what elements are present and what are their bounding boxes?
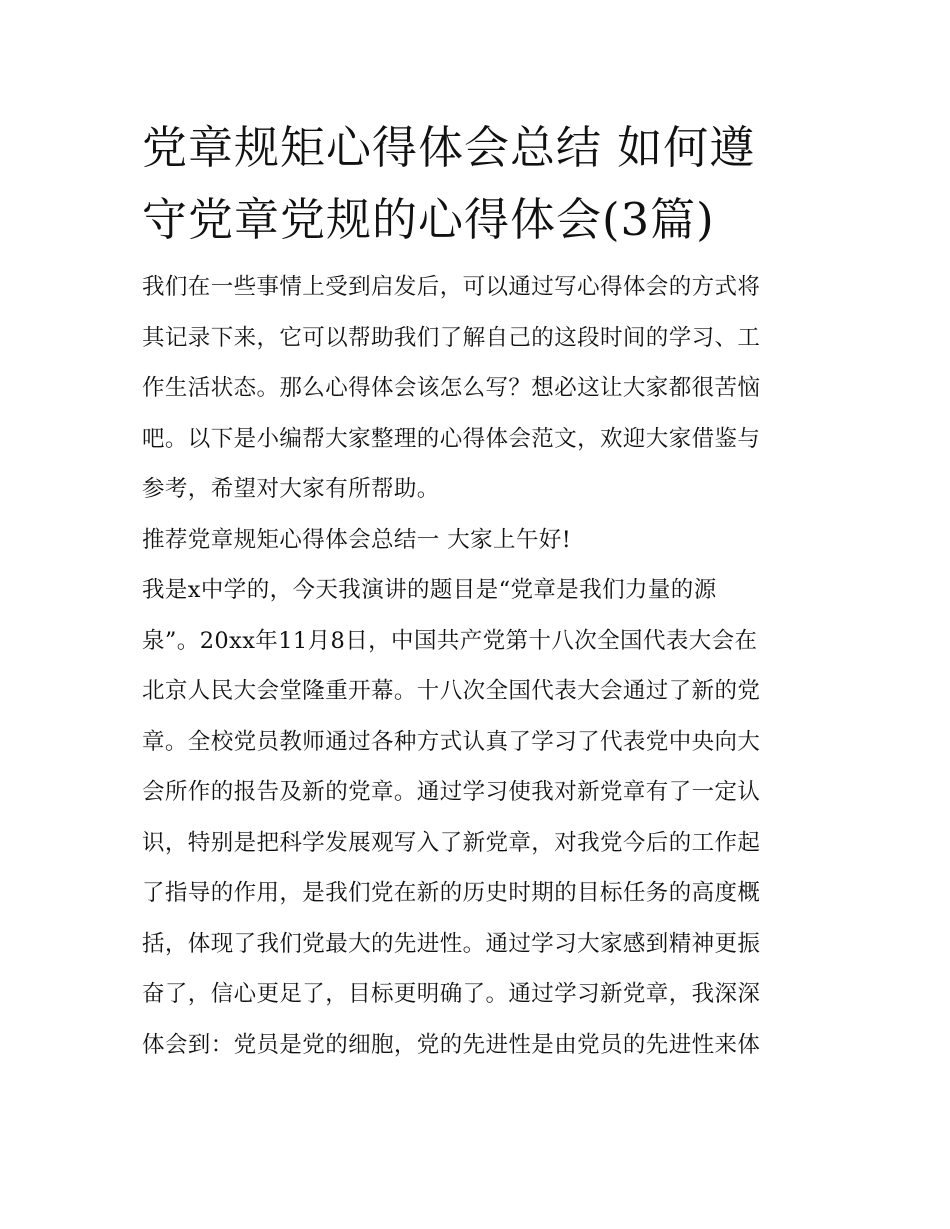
document-title — [142, 112, 814, 256]
body-line: 我们在一些事情上受到启发后，可以通过写心得体会的方式将 — [142, 274, 761, 300]
title-line-1: 党章规矩心得体会总结 如何遵 — [142, 121, 756, 174]
body-line: 参考，希望对大家有所帮助。 — [142, 476, 440, 502]
body-line: 北京人民大会堂隆重开幕。十八次全国代表大会通过了新的党 — [142, 678, 761, 704]
body-line: 泉”。20xx年11月8日，中国共产党第十八次全国代表大会在 — [142, 627, 758, 654]
body-line: 识，特别是把科学发展观写入了新党章，对我党今后的工作起 — [142, 829, 761, 856]
body-line: 会所作的报告及新的党章。通过学习使我对新党章有了一定认 — [142, 779, 761, 805]
body-line: 我是x中学的，今天我演讲的题目是“党章是我们力量的源 — [142, 577, 717, 603]
body-line: 了指导的作用，是我们党在新的历史时期的目标任务的高度概 — [142, 880, 761, 906]
body-line: 奋了，信心更足了，目标更明确了。通过学习新党章，我深深 — [142, 981, 761, 1007]
body-line: 体会到：党员是党的细胞，党的先进性是由党员的先进性来体 — [142, 1031, 761, 1058]
body-line: 章。全校党员教师通过各种方式认真了学习了代表党中央向大 — [142, 728, 761, 755]
body-line: 括，体现了我们党最大的先进性。通过学习大家感到精神更振 — [142, 930, 761, 957]
body-line: 其记录下来，它可以帮助我们了解自己的这段时间的学习、工 — [142, 324, 761, 351]
body-line: 吧。以下是小编帮大家整理的心得体会范文，欢迎大家借鉴与 — [142, 425, 761, 452]
body-line: 作生活状态。那么心得体会该怎么写？想必这让大家都很苦恼 — [142, 375, 761, 401]
title-line-2: 守党章党规的心得体会(3篇) — [142, 193, 715, 246]
section-heading-line: 推荐党章规矩心得体会总结一 大家上午好! — [142, 526, 572, 553]
document-body — [142, 262, 814, 1070]
document-page — [142, 112, 814, 1070]
